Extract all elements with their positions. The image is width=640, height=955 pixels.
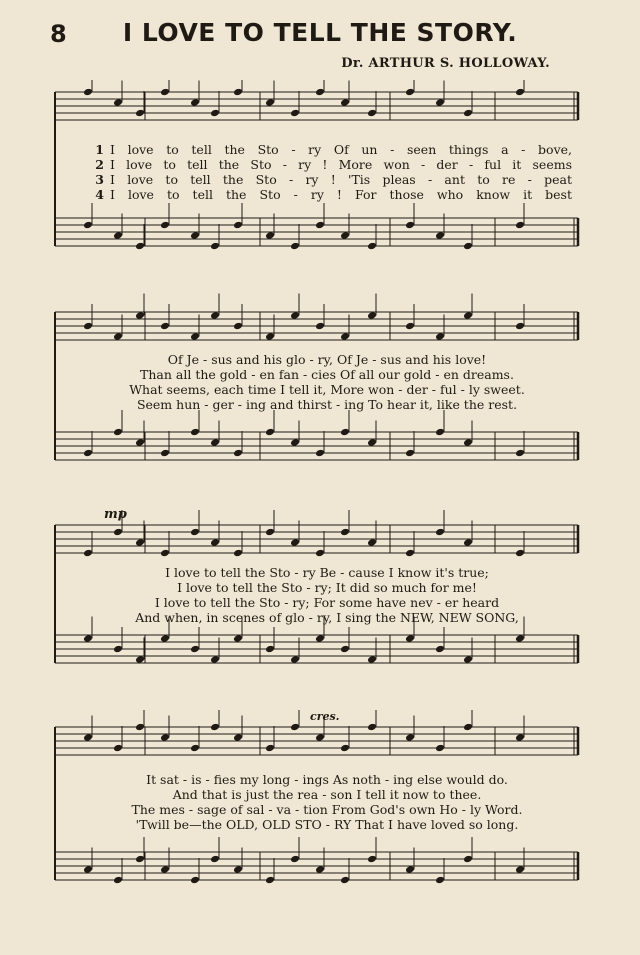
lyric-line-verse-4 bbox=[82, 817, 572, 832]
verse-number: 2 bbox=[95, 157, 104, 172]
music-system-2 bbox=[0, 292, 640, 472]
verse-number: 3 bbox=[95, 172, 104, 187]
lyric-text: I love to tell the Sto - ry Be - cause I know it's true; bbox=[165, 565, 489, 580]
treble-staff-2 bbox=[55, 294, 578, 341]
lyric-line-verse-2 bbox=[82, 787, 572, 802]
lyric-text: Than all the gold - en fan - cies Of all our gold - en dreams. bbox=[140, 367, 514, 382]
bass-staff-2 bbox=[55, 410, 578, 460]
lyric-text: I love to tell the Sto - ry; It did so much for me! bbox=[177, 580, 477, 595]
lyric-text: I love to tell the Sto - ry ! For those who know it best bbox=[110, 187, 572, 202]
page-number: 8 bbox=[50, 20, 67, 48]
lyric-line-verse-1 bbox=[82, 352, 572, 367]
lyrics-system-2 bbox=[82, 352, 572, 412]
lyric-line-verse-2 bbox=[82, 157, 572, 172]
music-system-3 bbox=[0, 505, 640, 685]
lyric-line-verse-3 bbox=[82, 382, 572, 397]
music-system-4 bbox=[0, 710, 640, 935]
lyric-line-verse-4 bbox=[82, 187, 572, 202]
lyric-text: I love to tell the Sto - ry ! More won - der - ful it seems bbox=[110, 157, 572, 172]
lyric-text: And when, in scenes of glo - ry, I sing the NEW, NEW SONG, bbox=[135, 610, 519, 625]
bass-staff-1 bbox=[55, 203, 578, 250]
lyric-text: And that is just the rea - son I tell it now to thee. bbox=[172, 787, 482, 802]
verse-number: 1 bbox=[95, 142, 104, 157]
lyric-text: It sat - is - fies my long - ings As noth - ing else would do. bbox=[146, 772, 508, 787]
lyric-text: The mes - sage of sal - va - tion From God's own Ho - ly Word. bbox=[131, 802, 523, 817]
verse-number: 4 bbox=[95, 187, 104, 202]
lyric-text: Seem hun - ger - ing and thirst - ing To hear it, like the rest. bbox=[136, 397, 518, 412]
lyrics-system-1 bbox=[82, 142, 572, 202]
treble-staff-3 bbox=[55, 510, 578, 557]
lyric-text: Of Je - sus and his glo - ry, Of Je - sus and his love! bbox=[167, 352, 487, 367]
lyric-line-verse-1 bbox=[82, 142, 572, 157]
composer-credit: Dr. ARTHUR S. HOLLOWAY. bbox=[341, 56, 550, 71]
lyric-line-verse-1 bbox=[82, 565, 572, 580]
lyrics-system-3 bbox=[82, 565, 572, 625]
lyric-line-verse-1 bbox=[82, 772, 572, 787]
lyric-text: I love to tell the Sto - ry; For some have nev - er heard bbox=[154, 595, 500, 610]
lyric-line-verse-4 bbox=[82, 397, 572, 412]
dynamic-mp: mp bbox=[104, 507, 127, 522]
lyric-line-verse-2 bbox=[82, 580, 572, 595]
lyric-text: I love to tell the Sto - ry Of un - seen things a - bove, bbox=[110, 142, 572, 157]
lyric-line-verse-3 bbox=[82, 595, 572, 610]
music-system-1 bbox=[0, 80, 640, 260]
treble-staff-1 bbox=[55, 80, 578, 120]
lyric-line-verse-2 bbox=[82, 367, 572, 382]
lyric-line-verse-3 bbox=[82, 802, 572, 817]
lyric-text: 'Twill be—the OLD, OLD STO - RY That I have loved so long. bbox=[135, 817, 519, 832]
bass-staff-4 bbox=[55, 837, 578, 884]
lyric-line-verse-4 bbox=[82, 610, 572, 625]
lyric-line-verse-3 bbox=[82, 172, 572, 187]
hymn-title: I LOVE TO TELL THE STORY. bbox=[122, 18, 518, 47]
lyrics-system-4 bbox=[82, 772, 572, 832]
dynamic-crescendo: cres. bbox=[310, 710, 340, 723]
lyric-text: I love to tell the Sto - ry ! 'Tis pleas - ant to re - peat bbox=[110, 172, 572, 187]
lyric-text: What seems, each time I tell it, More won - der - ful - ly sweet. bbox=[129, 382, 525, 397]
